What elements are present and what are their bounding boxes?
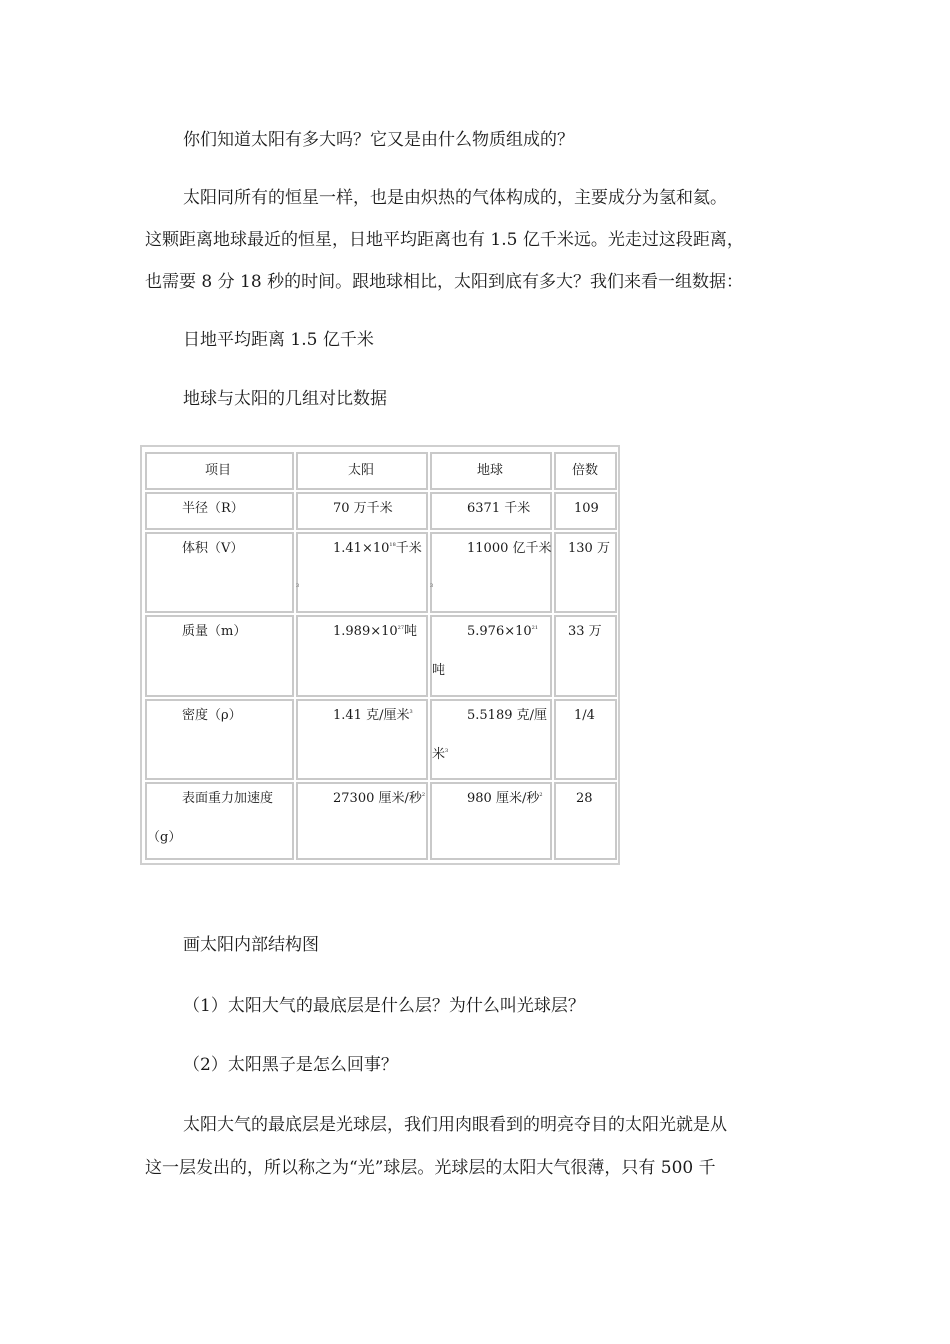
table-cell-item: 表面重力加速度 （g） — [145, 782, 294, 860]
table-cell-ratio: 28 — [554, 782, 617, 860]
question-2: （2）太阳黑子是怎么回事？ — [183, 1055, 398, 1075]
answer-paragraph-line: 太阳大气的最底层是光球层，我们用肉眼看到的明亮夺目的太阳光就是从 — [183, 1115, 727, 1135]
table-cell-ratio: 33 万 — [554, 615, 617, 697]
body-paragraph-line: 太阳同所有的恒星一样，也是由炽热的气体构成的，主要成分为氢和氦。 — [183, 188, 727, 208]
table-header-cell: 地球 — [430, 452, 552, 490]
table-header-cell: 项目 — [145, 452, 294, 490]
table-cell-item: 半径（R） — [145, 492, 294, 530]
comparison-table — [140, 445, 620, 865]
table-cell-sun: 70 万千米 — [296, 492, 428, 530]
intro-question: 你们知道太阳有多大吗？它又是由什么物质组成的？ — [183, 130, 574, 150]
table-cell-ratio: 130 万 — [554, 532, 617, 613]
table-cell-earth: 6371 千米 — [430, 492, 552, 530]
body-paragraph-line: 也需要 8 分 18 秒的时间。跟地球相比，太阳到底有多大？我们来看一组数据： — [145, 272, 744, 292]
table-cell-ratio: 1/4 — [554, 699, 617, 780]
table-cell-earth: 5.5189 克/厘 米$^3$ — [430, 699, 552, 780]
table-cell-item: 质量（m） — [145, 615, 294, 697]
section-heading: 画太阳内部结构图 — [183, 935, 319, 955]
table-cell-sun: 1.41 克/厘米$^3$ — [296, 699, 428, 780]
table-cell-earth: $5.976\times 10^{21}$ 吨 — [430, 615, 552, 697]
table-cell-sun: $1.989\times 10^{27}$吨 — [296, 615, 428, 697]
table-header-cell: 太阳 — [296, 452, 428, 490]
distance-line: 日地平均距离 1.5 亿千米 — [183, 330, 374, 350]
table-header-cell: 倍数 — [554, 452, 617, 490]
question-1: （1）太阳大气的最底层是什么层？为什么叫光球层？ — [183, 996, 585, 1016]
table-cell-item: 体积（V） — [145, 532, 294, 613]
table-cell-ratio: 109 — [554, 492, 617, 530]
table-cell-sun: 27300 厘米/秒$^2$ — [296, 782, 428, 860]
table-caption: 地球与太阳的几组对比数据 — [183, 389, 387, 409]
table-cell-sun: $1.41\times 10^{18}$千米 3 — [296, 532, 428, 613]
table-cell-item: 密度（ρ） — [145, 699, 294, 780]
table-cell-earth: 980 厘米/秒$^2$ — [430, 782, 552, 860]
body-paragraph-line: 这颗距离地球最近的恒星，日地平均距离也有 1.5 亿千米远。光走过这段距离， — [145, 230, 744, 250]
table-cell-earth: 11000 亿千米 3 — [430, 532, 552, 613]
answer-paragraph-line: 这一层发出的，所以称之为“光”球层。光球层的太阳大气很薄，只有 500 千 — [145, 1158, 716, 1178]
